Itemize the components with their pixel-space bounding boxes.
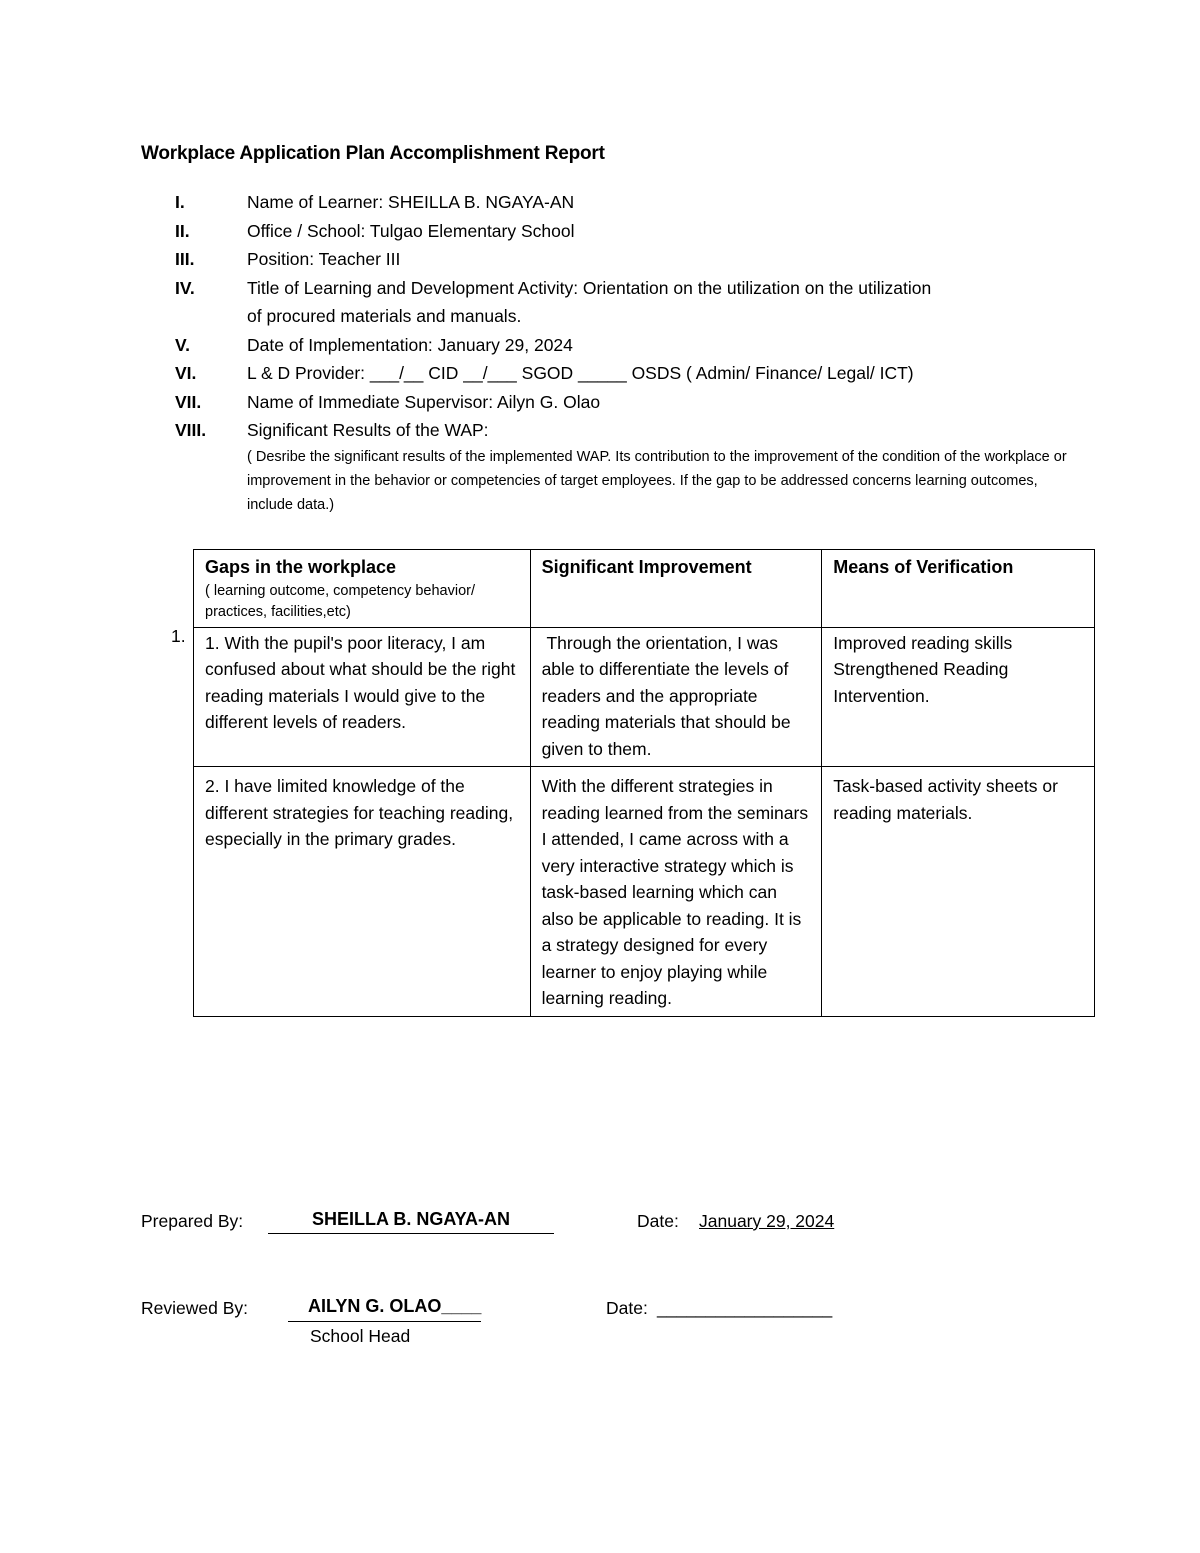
header-verification: Means of Verification (822, 550, 1095, 628)
reviewed-by-position: School Head (310, 1326, 411, 1346)
reviewed-by-name: AILYN G. OLAO (308, 1296, 442, 1316)
item-text: Significant Results of the WAP: (247, 420, 489, 440)
page-title: Workplace Application Plan Accomplishment Report (141, 143, 605, 164)
results-instruction-note: ( Desribe the significant results of the implemented WAP. Its contribution to the improvement of the condition of the workplace or improvement in the behavior or competencies of target employees. If the gap to be addressed concerns learning outcomes, include data.) (247, 448, 1067, 513)
item-number: IV. (175, 277, 195, 298)
cell-improvement: With the different strategies in reading learned from the seminars I attended, I came across with a very interactive strategy which is task-based learning which can also be applicable to reading. It is a strategy designed for every learner to enjoy playing while learning reading. (530, 767, 822, 1017)
item-text: Name of Learner: SHEILLA B. NGAYA-AN (247, 192, 575, 212)
item-number: VIII. (175, 420, 207, 440)
item-number: VI. (175, 363, 197, 383)
item-text: L & D Provider: ___/__ CID __/___ SGOD _____ OSDS ( Admin/ Finance/ Legal/ ICT) (247, 363, 914, 383)
prepared-date-label: Date: (637, 1211, 679, 1231)
table-header-row (194, 550, 1095, 628)
prepared-date-value: January 29, 2024 (699, 1211, 835, 1231)
reviewed-by-signature (288, 1296, 481, 1322)
item-position (175, 245, 1075, 274)
item-number: I. (175, 192, 185, 212)
item-number: VII. (175, 391, 202, 412)
table-row-number: 1. (171, 626, 186, 646)
cell-verification: Improved reading skills Strengthened Reading Intervention. (822, 627, 1095, 767)
item-significant-results (175, 416, 1075, 445)
reviewed-by-name-blank: ____ (441, 1296, 482, 1316)
item-implementation-date (175, 331, 1075, 360)
item-text: Title of Learning and Development Activity: Orientation on the utilization on the utilization (247, 277, 932, 298)
table-row (194, 767, 1095, 1017)
item-activity-title (175, 274, 1075, 331)
prepared-by-label: Prepared By: (141, 1211, 244, 1231)
item-text: Position: Teacher III (247, 249, 401, 269)
item-text-continued: of procured materials and manuals. (247, 306, 522, 326)
item-learner-name (175, 188, 1075, 217)
item-text: Date of Implementation: January 29, 2024 (247, 334, 573, 355)
reviewed-date-label: Date: (606, 1298, 648, 1318)
cell-improvement: Through the orientation, I was able to differentiate the levels of readers and the appropriate reading materials that should be given to them. (530, 627, 822, 767)
item-number: V. (175, 334, 190, 355)
item-office-school (175, 217, 1075, 246)
results-table (193, 549, 1095, 1017)
report-items (175, 188, 1075, 517)
table-row (194, 627, 1095, 767)
cell-verification: Task-based activity sheets or reading materials. (822, 767, 1095, 1017)
item-number: II. (175, 220, 190, 241)
reviewed-by-label: Reviewed By: (141, 1298, 248, 1318)
header-gaps (194, 550, 531, 628)
item-text: Office / School: Tulgao Elementary School (247, 220, 575, 241)
cell-gap: 2. I have limited knowledge of the different strategies for teaching reading, especially in the primary grades. (194, 767, 531, 1017)
header-gaps-subtitle: ( learning outcome, competency behavior/ practices, facilities,etc) (205, 582, 476, 620)
item-provider (175, 359, 1075, 388)
item-text: Name of Immediate Supervisor: Ailyn G. Olao (247, 391, 601, 412)
prepared-by-name: SHEILLA B. NGAYA-AN (268, 1209, 554, 1234)
cell-gap: 1. With the pupil's poor literacy, I am confused about what should be the right reading materials I would give to the different levels of readers. (194, 627, 531, 767)
header-improvement: Significant Improvement (530, 550, 822, 628)
item-supervisor (175, 388, 1075, 417)
header-gaps-title: Gaps in the workplace (205, 557, 397, 577)
item-number: III. (175, 249, 195, 269)
reviewed-date-blank: __________________ (657, 1298, 833, 1318)
